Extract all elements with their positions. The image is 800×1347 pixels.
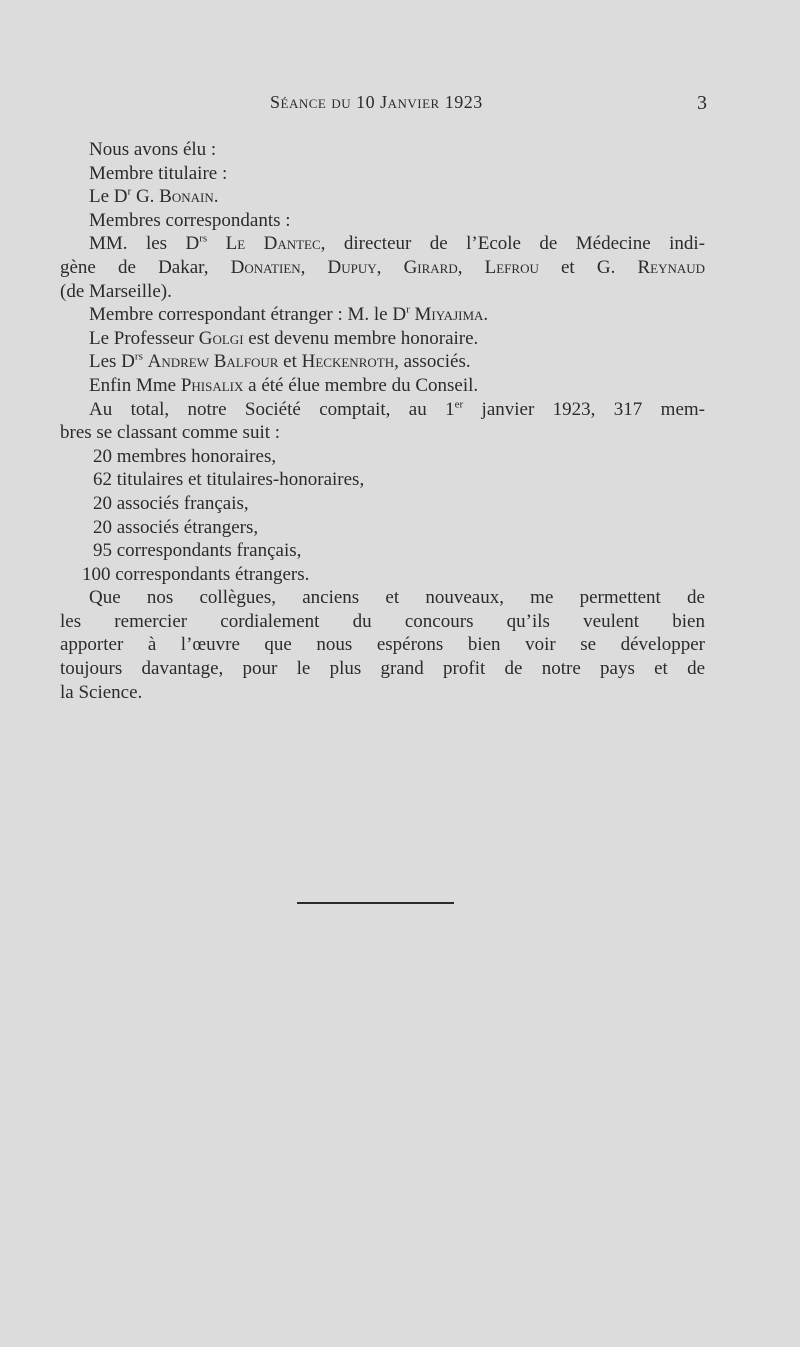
paragraph-line: Le $D^r$ G. Bonain. xyxy=(89,185,219,208)
person-name: Andrew Balfour xyxy=(147,351,279,373)
person-name: Lefrou xyxy=(484,256,539,278)
list-item: 95 correspondants français, xyxy=(93,540,302,562)
paragraph-line: Membres correspondants : xyxy=(89,209,291,231)
paragraph-line: Le Professeur Golgi est devenu membre honoraire. xyxy=(89,327,479,349)
person-name: Reynaud xyxy=(637,256,706,278)
person-name: Bonain xyxy=(159,186,214,208)
person-name: Dupuy xyxy=(327,256,377,278)
paragraph-line: toujours davantage, pour le plus grand profit de notre pays et de xyxy=(60,658,705,680)
list-item: 20 associés étrangers, xyxy=(93,516,259,538)
paragraph-line: Enfin Mme Phisalix a été élue membre du Conseil. xyxy=(89,374,479,396)
paragraph-line: gène de Dakar, Donatien, Dupuy, Girard, Lefrou et G. Reynaud xyxy=(60,256,706,278)
paragraph-line: Que nos collègues, anciens et nouveaux, me permettent de xyxy=(89,587,705,609)
person-name: Miyajima xyxy=(414,304,484,326)
running-header xyxy=(0,92,800,118)
page-number: 3 xyxy=(697,92,708,114)
header-title: Séance du 10 Janvier 1923 xyxy=(270,92,483,112)
list-item: 20 associés français, xyxy=(93,492,249,514)
paragraph-line: MM. les $D^{rs}$ Le Dantec, directeur de l’Ecole de Médecine indi- xyxy=(89,233,705,255)
paragraph-line: Les $D^{rs}$ Andrew Balfour et Heckenroth, associés. xyxy=(89,351,471,373)
paragraph-line: Membre titulaire : xyxy=(89,162,228,184)
paragraph-line: apporter à l’œuvre que nous espérons bien voir se développer xyxy=(60,634,705,656)
person-name: Le Dantec xyxy=(225,233,321,255)
paragraph-line: Membre correspondant étranger : M. le $D^r$ Miyajima. xyxy=(89,303,489,326)
list-item: 20 membres honoraires, xyxy=(93,445,277,467)
person-name: Girard xyxy=(403,256,458,278)
paragraph-line: Nous avons élu : xyxy=(89,139,217,160)
person-name: Donatien xyxy=(230,256,301,278)
person-name: Heckenroth xyxy=(301,351,395,373)
section-end-rule xyxy=(297,902,454,904)
list-item: 62 titulaires et titulaires-honoraires, xyxy=(93,469,365,491)
paragraph-line: les remercier cordialement du concours qu’ils veulent bien xyxy=(60,610,705,632)
paragraph-line: (de Marseille). xyxy=(60,280,172,302)
paragraph-line: bres se classant comme suit : xyxy=(60,422,281,444)
person-name: Golgi xyxy=(198,327,244,349)
paragraph-line: Au total, notre Société comptait, au 1er janvier 1923, 317 mem- xyxy=(89,398,705,420)
paragraph-line: la Science. xyxy=(60,681,143,703)
body-text xyxy=(60,138,705,704)
person-name: Phisalix xyxy=(180,374,244,396)
list-item: 100 correspondants étrangers. xyxy=(82,563,310,585)
